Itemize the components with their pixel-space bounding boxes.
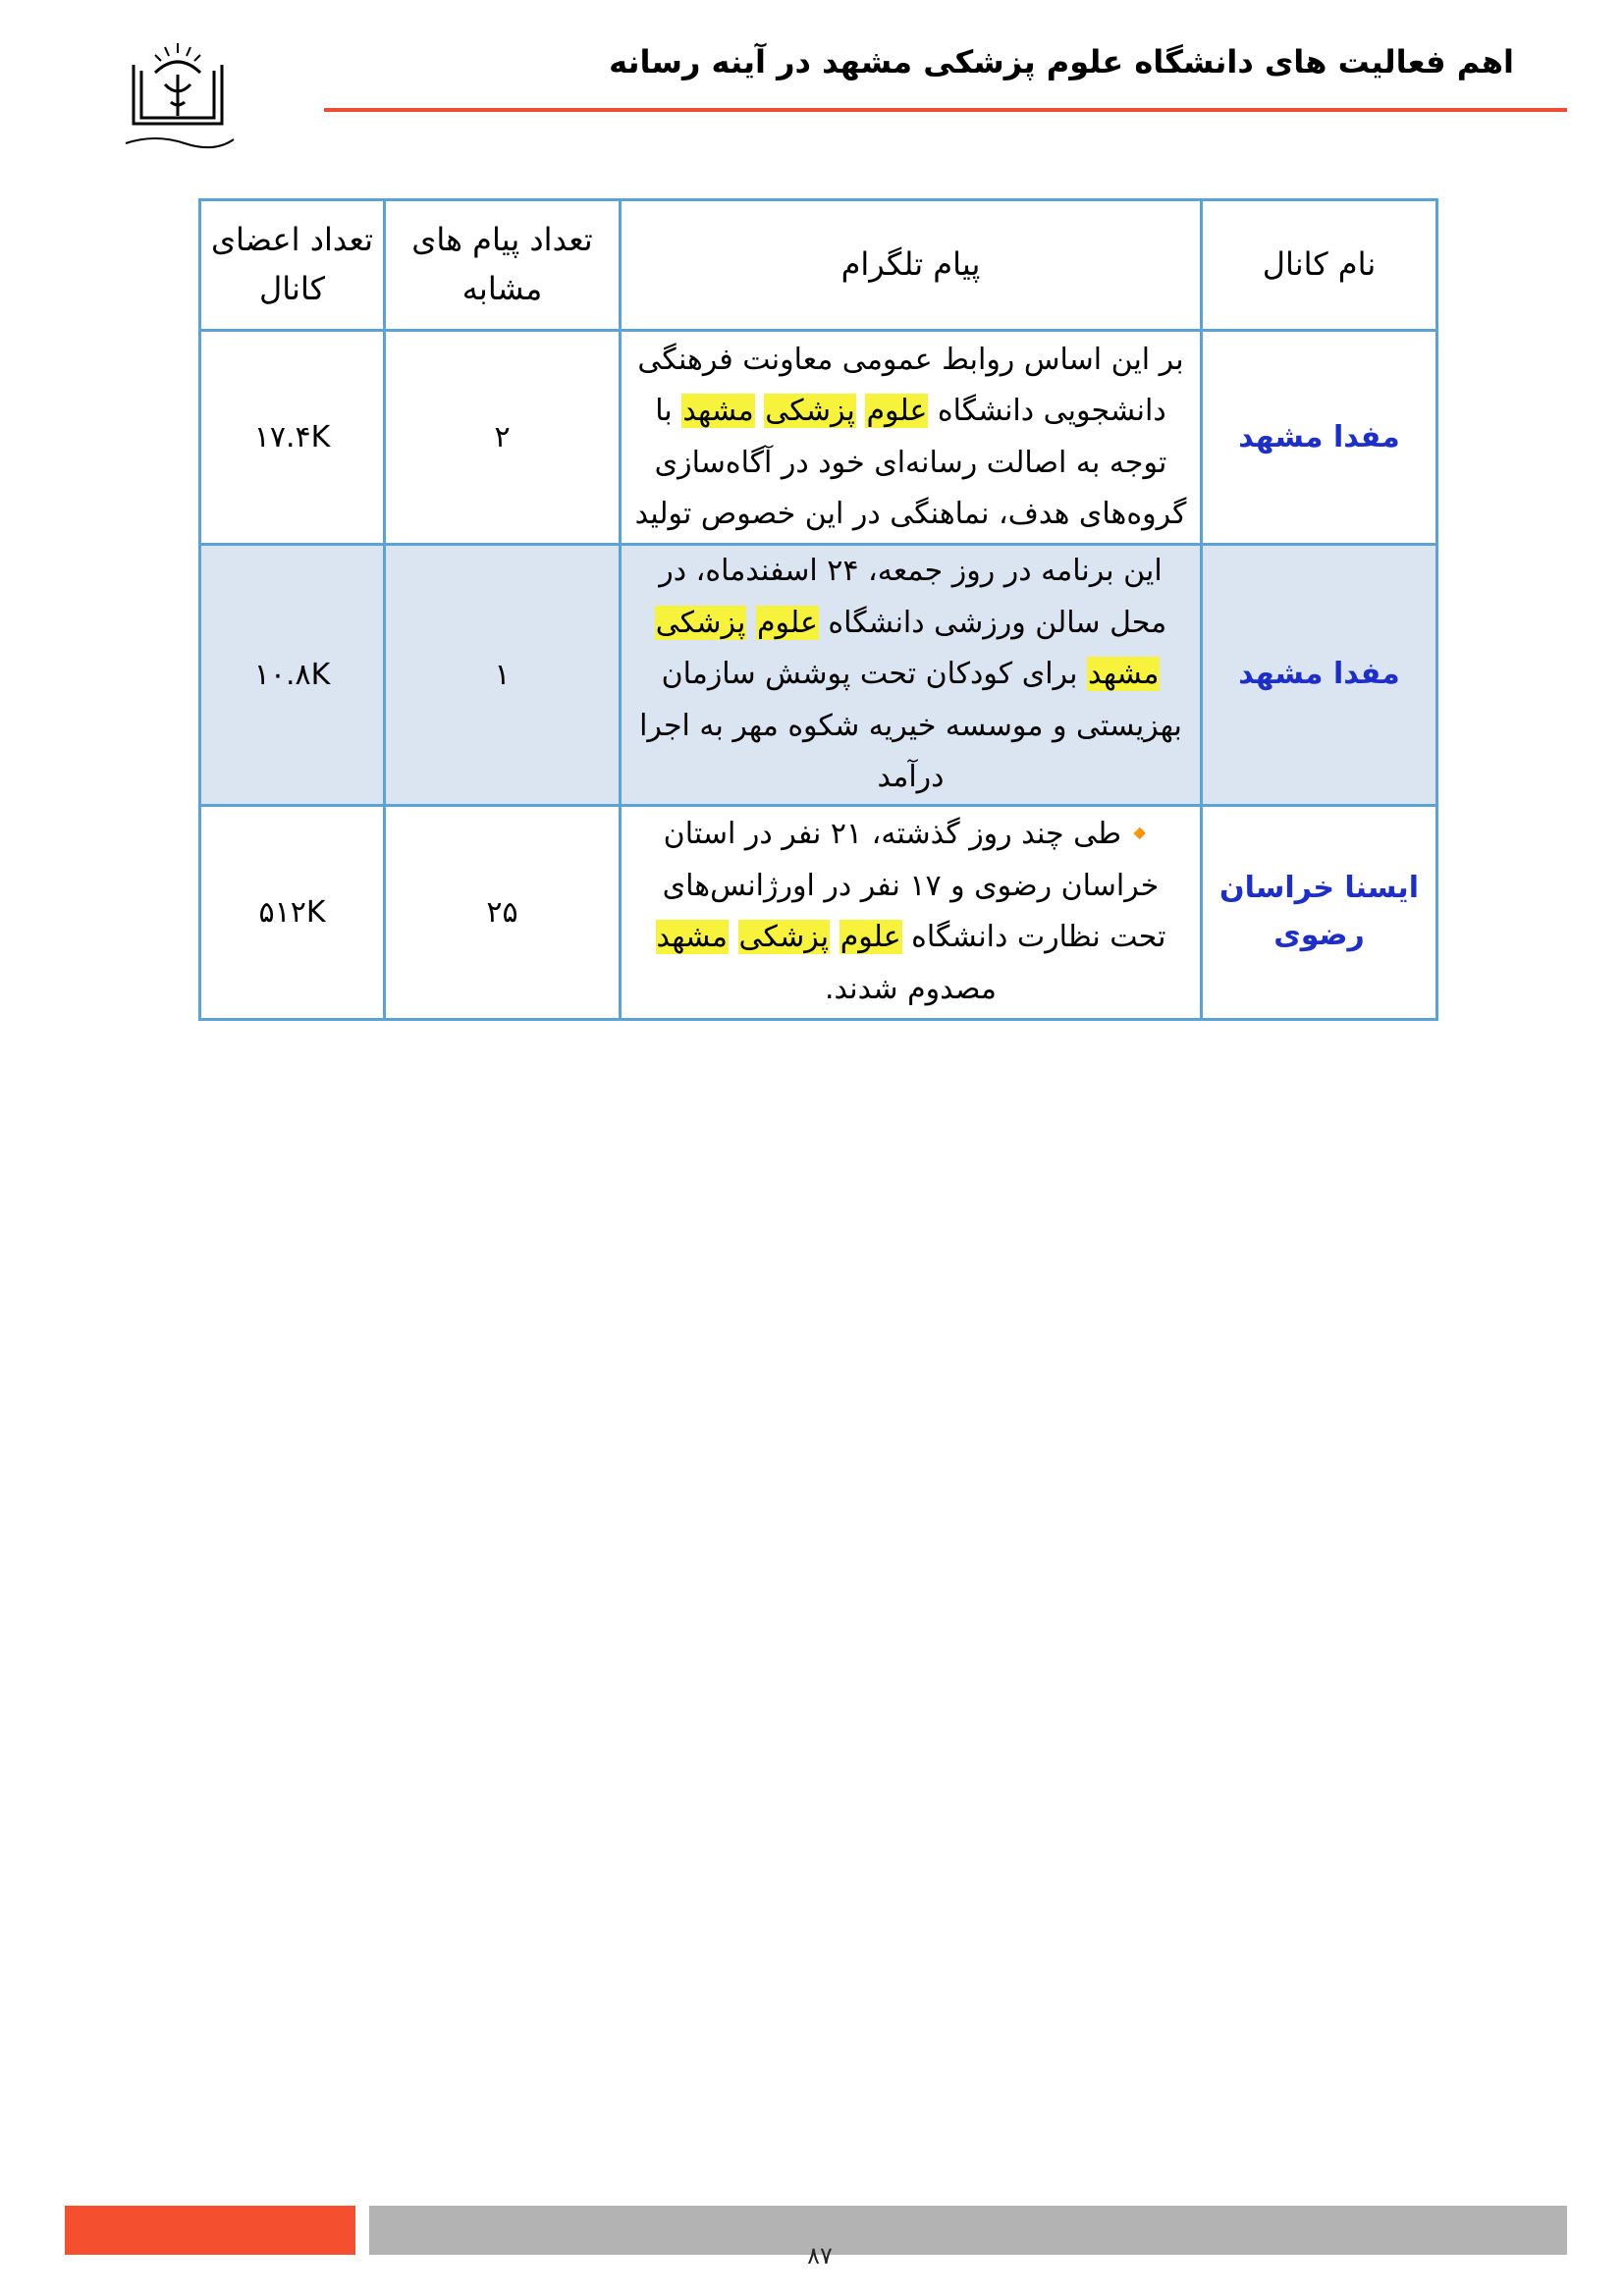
highlight: پزشکی xyxy=(765,394,855,428)
member-count: ۱۷.۴K xyxy=(200,331,385,545)
similar-count: ۲۵ xyxy=(385,805,621,1019)
highlight: پزشکی xyxy=(738,920,830,954)
similar-count: ۲ xyxy=(385,331,621,545)
member-count: ۱۰.۸K xyxy=(200,545,385,806)
header-channel-name: نام کانال xyxy=(1202,200,1437,331)
highlight: مشهد xyxy=(682,394,754,428)
similar-count: ۱ xyxy=(385,545,621,806)
telegram-message: بر این اساس روابط عمومی معاونت فرهنگی دانشجویی دانشگاه علوم پزشکی مشهد با توجه به اصالت رسانه‌ای خود در آگاه‌سازی گروه‌های هدف، نماهنگی در این خصوص تولید xyxy=(621,331,1202,545)
table-row xyxy=(200,805,1437,1019)
header-telegram-message: پیام تلگرام xyxy=(621,200,1202,331)
telegram-message: 🔸طی چند روز گذشته، ۲۱ نفر در استان خراسان رضوی و ۱۷ نفر در اورژانس‌های تحت نظارت دانشگاه علوم پزشکی مشهد مصدوم شدند. xyxy=(621,805,1202,1019)
highlight: مشهد xyxy=(1087,657,1160,691)
header-channel-members: تعداد اعضای کانال xyxy=(200,200,385,331)
page-header-title: اهم فعالیت های دانشگاه علوم پزشکی مشهد در آینه رسانه xyxy=(609,43,1514,80)
channel-name: ایسنا خراسان رضوی xyxy=(1202,805,1437,1019)
table-row xyxy=(200,545,1437,806)
university-logo xyxy=(116,37,240,165)
channel-name: مفدا مشهد xyxy=(1202,331,1437,545)
member-count: ۵۱۲K xyxy=(200,805,385,1019)
highlight: پزشکی xyxy=(655,605,746,640)
telegram-channels-table xyxy=(198,198,1438,1021)
highlight: مشهد xyxy=(656,920,728,954)
highlight: علوم xyxy=(839,920,901,954)
footer-accent-bar xyxy=(65,2206,355,2255)
page-number: ۸۷ xyxy=(807,2242,833,2269)
highlight: علوم xyxy=(866,394,928,428)
table-header-row xyxy=(200,200,1437,331)
header-similar-messages: تعداد پیام های مشابه xyxy=(385,200,621,331)
table-row xyxy=(200,331,1437,545)
channel-name: مفدا مشهد xyxy=(1202,545,1437,806)
highlight: علوم xyxy=(756,605,818,640)
header-divider xyxy=(324,108,1567,112)
telegram-message: این برنامه در روز جمعه، ۲۴ اسفندماه، در محل سالن ورزشی دانشگاه علوم پزشکی مشهد برای کودکان تحت پوشش سازمان بهزیستی و موسسه خیریه شکوه مهر به اجرا درآمد xyxy=(621,545,1202,806)
footer-gray-bar xyxy=(369,2206,1567,2255)
